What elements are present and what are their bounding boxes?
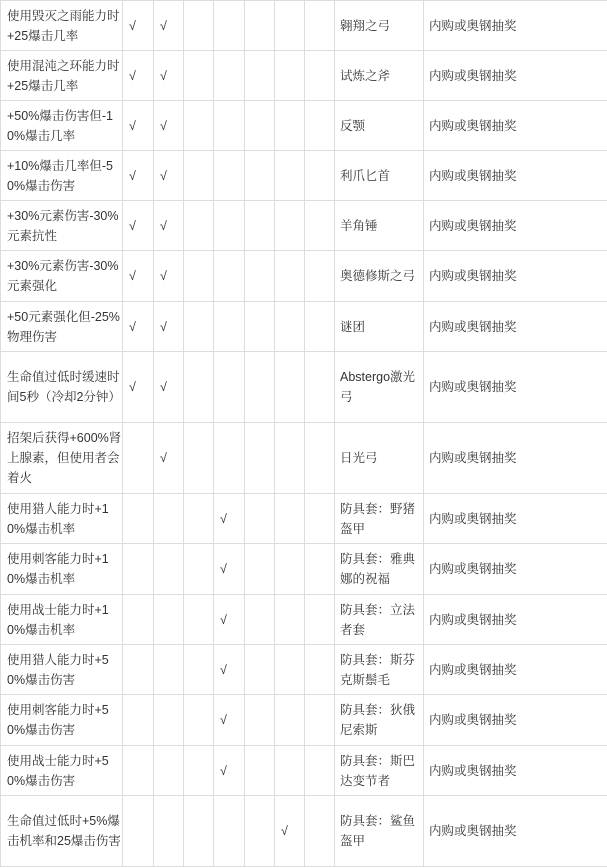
item-name-cell: 翱翔之弓 <box>335 1 424 51</box>
check-cell <box>154 695 184 746</box>
check-cell <box>275 101 305 151</box>
source-cell: 内购或奥钢抽奖 <box>424 352 607 423</box>
check-mark: √ <box>129 168 136 183</box>
check-cell <box>275 302 305 352</box>
effect-cell: 招架后获得+600%肾上腺素，但使用者会着火 <box>1 423 123 494</box>
check-mark: √ <box>160 218 167 233</box>
effect-cell: +50%爆击伤害但-10%爆击几率 <box>1 101 123 151</box>
check-cell <box>275 151 305 201</box>
item-name-cell: 防具套：鲨鱼盔甲 <box>335 796 424 867</box>
check-cell <box>154 595 184 645</box>
check-cell <box>214 151 245 201</box>
check-mark: √ <box>160 380 167 394</box>
source-cell: 内购或奥钢抽奖 <box>424 101 607 151</box>
check-cell <box>123 746 154 796</box>
check-cell <box>154 51 184 101</box>
check-cell <box>214 645 245 695</box>
check-cell <box>245 151 275 201</box>
check-cell <box>184 51 214 101</box>
check-mark: √ <box>160 118 167 133</box>
check-cell <box>184 796 214 867</box>
table-row <box>1 746 607 796</box>
effect-cell: 使用战士能力时+10%爆击机率 <box>1 595 123 645</box>
table-row <box>1 101 607 151</box>
source-cell: 内购或奥钢抽奖 <box>424 595 607 645</box>
check-cell <box>245 796 275 867</box>
check-mark: √ <box>129 18 136 33</box>
table-row <box>1 201 607 251</box>
check-cell <box>275 51 305 101</box>
check-cell <box>154 746 184 796</box>
table-row <box>1 695 607 746</box>
check-cell <box>123 251 154 302</box>
check-cell <box>184 423 214 494</box>
table-row <box>1 151 607 201</box>
check-mark: √ <box>129 269 136 283</box>
effect-cell: +30%元素伤害-30%元素强化 <box>1 251 123 302</box>
check-cell <box>305 101 335 151</box>
check-cell <box>184 1 214 51</box>
check-mark: √ <box>220 763 227 778</box>
effect-cell: 使用毁灭之雨能力时+25爆击几率 <box>1 1 123 51</box>
check-cell <box>123 423 154 494</box>
check-cell <box>123 151 154 201</box>
table-row <box>1 645 607 695</box>
item-name-cell: 防具套：斯巴达变节者 <box>335 746 424 796</box>
item-name-cell: 防具套：狄俄尼索斯 <box>335 695 424 746</box>
check-cell <box>305 423 335 494</box>
check-cell <box>245 695 275 746</box>
effect-cell: 使用战士能力时+50%爆击伤害 <box>1 746 123 796</box>
check-cell <box>184 695 214 746</box>
table-row <box>1 796 607 867</box>
check-cell <box>154 544 184 595</box>
table-row <box>1 302 607 352</box>
check-cell <box>275 201 305 251</box>
check-mark: √ <box>129 319 136 334</box>
item-name-cell: 防具套：雅典娜的祝福 <box>335 544 424 595</box>
check-mark: √ <box>129 68 136 83</box>
check-cell <box>305 201 335 251</box>
check-cell <box>275 746 305 796</box>
item-name-cell: 反颚 <box>335 101 424 151</box>
source-cell: 内购或奥钢抽奖 <box>424 796 607 867</box>
check-mark: √ <box>129 118 136 133</box>
effect-cell: +10%爆击几率但-50%爆击伤害 <box>1 151 123 201</box>
item-name-cell: 谜团 <box>335 302 424 352</box>
table-row <box>1 1 607 51</box>
check-cell <box>305 746 335 796</box>
check-cell <box>154 423 184 494</box>
effect-cell: 使用混沌之环能力时+25爆击几率 <box>1 51 123 101</box>
check-cell <box>154 645 184 695</box>
check-cell <box>305 695 335 746</box>
check-mark: √ <box>281 824 288 838</box>
check-mark: √ <box>129 380 136 394</box>
check-cell <box>123 352 154 423</box>
check-cell <box>275 695 305 746</box>
check-cell <box>275 595 305 645</box>
check-mark: √ <box>220 511 227 526</box>
effect-cell: 使用猎人能力时+50%爆击伤害 <box>1 645 123 695</box>
check-mark: √ <box>160 18 167 33</box>
check-cell <box>245 101 275 151</box>
check-cell <box>305 352 335 423</box>
check-cell <box>154 352 184 423</box>
source-cell: 内购或奥钢抽奖 <box>424 302 607 352</box>
check-cell <box>184 494 214 544</box>
check-cell <box>214 51 245 101</box>
effect-cell: +50元素强化但-25%物理伤害 <box>1 302 123 352</box>
check-cell <box>305 51 335 101</box>
effect-cell: +30%元素伤害-30%元素抗性 <box>1 201 123 251</box>
effect-cell: 使用猎人能力时+10%爆击机率 <box>1 494 123 544</box>
check-cell <box>123 595 154 645</box>
check-mark: √ <box>129 218 136 233</box>
check-cell <box>123 494 154 544</box>
check-cell <box>214 796 245 867</box>
source-cell: 内购或奥钢抽奖 <box>424 251 607 302</box>
source-cell: 内购或奥钢抽奖 <box>424 645 607 695</box>
check-cell <box>214 595 245 645</box>
check-cell <box>214 302 245 352</box>
effect-cell: 使用刺客能力时+50%爆击伤害 <box>1 695 123 746</box>
check-cell <box>245 544 275 595</box>
check-cell <box>214 1 245 51</box>
check-mark: √ <box>220 713 227 727</box>
check-cell <box>184 645 214 695</box>
check-cell <box>154 151 184 201</box>
check-cell <box>184 746 214 796</box>
check-cell <box>184 101 214 151</box>
item-name-cell: 防具套：立法者套 <box>335 595 424 645</box>
check-cell <box>184 302 214 352</box>
check-cell <box>245 201 275 251</box>
check-cell <box>305 251 335 302</box>
source-cell: 内购或奥钢抽奖 <box>424 695 607 746</box>
check-cell <box>184 352 214 423</box>
check-cell <box>214 695 245 746</box>
effect-cell: 生命值过低时+5%爆击机率和25爆击伤害 <box>1 796 123 867</box>
source-cell: 内购或奥钢抽奖 <box>424 494 607 544</box>
check-cell <box>154 101 184 151</box>
check-cell <box>123 1 154 51</box>
check-cell <box>305 1 335 51</box>
check-cell <box>123 302 154 352</box>
item-name-cell: 利爪匕首 <box>335 151 424 201</box>
check-cell <box>154 302 184 352</box>
check-cell <box>245 302 275 352</box>
table-row <box>1 423 607 494</box>
check-cell <box>245 423 275 494</box>
check-cell <box>214 494 245 544</box>
check-cell <box>245 1 275 51</box>
source-cell: 内购或奥钢抽奖 <box>424 544 607 595</box>
check-cell <box>154 201 184 251</box>
check-cell <box>184 595 214 645</box>
item-name-cell: 奥德修斯之弓 <box>335 251 424 302</box>
source-cell: 内购或奥钢抽奖 <box>424 746 607 796</box>
check-cell <box>214 101 245 151</box>
check-mark: √ <box>160 68 167 83</box>
check-cell <box>305 796 335 867</box>
check-mark: √ <box>220 662 227 677</box>
check-cell <box>275 352 305 423</box>
check-mark: √ <box>160 168 167 183</box>
table-row <box>1 51 607 101</box>
check-mark: √ <box>160 269 167 283</box>
effect-cell: 生命值过低时缓速时间5秒（冷却2分钟） <box>1 352 123 423</box>
check-cell <box>275 1 305 51</box>
check-mark: √ <box>160 319 167 334</box>
item-name-cell: 防具套：野猪盔甲 <box>335 494 424 544</box>
check-cell <box>305 544 335 595</box>
table-row <box>1 494 607 544</box>
check-cell <box>214 423 245 494</box>
check-cell <box>245 352 275 423</box>
item-name-cell: Abstergo激光弓 <box>335 352 424 423</box>
check-cell <box>214 251 245 302</box>
source-cell: 内购或奥钢抽奖 <box>424 151 607 201</box>
check-cell <box>245 645 275 695</box>
check-cell <box>123 796 154 867</box>
check-cell <box>305 151 335 201</box>
table-body <box>1 1 607 867</box>
check-cell <box>275 544 305 595</box>
check-cell <box>123 645 154 695</box>
check-cell <box>154 1 184 51</box>
table-row <box>1 251 607 302</box>
table-row <box>1 352 607 423</box>
source-cell: 内购或奥钢抽奖 <box>424 423 607 494</box>
check-mark: √ <box>220 562 227 576</box>
check-cell <box>245 595 275 645</box>
effect-cell: 使用刺客能力时+10%爆击机率 <box>1 544 123 595</box>
source-cell: 内购或奥钢抽奖 <box>424 1 607 51</box>
item-name-cell: 日光弓 <box>335 423 424 494</box>
check-cell <box>154 796 184 867</box>
check-cell <box>305 645 335 695</box>
check-cell <box>305 302 335 352</box>
item-name-cell: 试炼之斧 <box>335 51 424 101</box>
check-cell <box>245 494 275 544</box>
check-cell <box>275 796 305 867</box>
check-cell <box>123 201 154 251</box>
check-cell <box>305 494 335 544</box>
check-cell <box>123 544 154 595</box>
check-cell <box>275 251 305 302</box>
source-cell: 内购或奥钢抽奖 <box>424 201 607 251</box>
check-cell <box>245 251 275 302</box>
check-cell <box>245 51 275 101</box>
check-cell <box>275 494 305 544</box>
check-cell <box>154 494 184 544</box>
check-cell <box>214 544 245 595</box>
source-cell: 内购或奥钢抽奖 <box>424 51 607 101</box>
check-cell <box>123 51 154 101</box>
check-cell <box>154 251 184 302</box>
check-mark: √ <box>160 451 167 465</box>
check-cell <box>123 695 154 746</box>
check-mark: √ <box>220 612 227 627</box>
check-cell <box>214 352 245 423</box>
table-row <box>1 544 607 595</box>
check-cell <box>245 746 275 796</box>
table-row <box>1 595 607 645</box>
check-cell <box>184 251 214 302</box>
check-cell <box>184 151 214 201</box>
check-cell <box>184 201 214 251</box>
check-cell <box>184 544 214 595</box>
check-cell <box>214 201 245 251</box>
check-cell <box>305 595 335 645</box>
check-cell <box>123 101 154 151</box>
item-name-cell: 羊角锤 <box>335 201 424 251</box>
check-cell <box>275 423 305 494</box>
item-name-cell: 防具套：斯芬克斯鬃毛 <box>335 645 424 695</box>
check-cell <box>275 645 305 695</box>
check-cell <box>214 746 245 796</box>
